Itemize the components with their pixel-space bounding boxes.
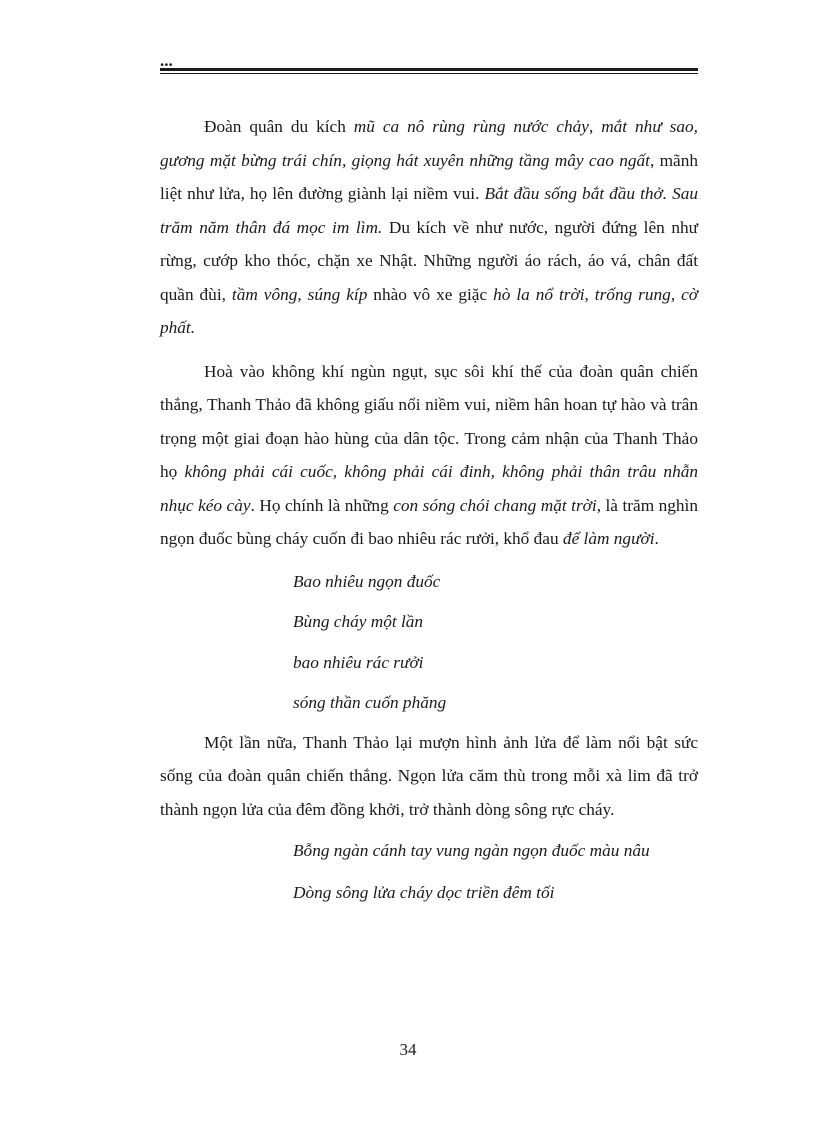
text-run: , là trăm nghìn ngọn đuốc bùng cháy cuốn đi bao nhiêu rác rưởi, khổ đau	[160, 495, 698, 548]
text-run: . Họ chính là những	[250, 495, 394, 515]
poem-stanza-1	[160, 562, 698, 724]
poem-line: Bỗng ngàn cánh tay vung ngàn ngọn đuốc màu nâu	[293, 841, 650, 860]
italic-quote: không phải cái cuốc, không phải cái đinh, không phải thân trâu nhẫn nhục kéo cày	[160, 462, 698, 515]
paragraph-1	[160, 110, 698, 345]
text-run: Hoà vào không khí ngùn ngụt, sục sôi khí thế của đoàn quân chiến thắng, Thanh Thảo đã không giấu nổi niềm vui, niềm hân hoan tự hào và trân trọng một giai đoạn hào hùng của dân tộc. Trong cảm nhận của Thanh Thảo họ	[160, 361, 698, 481]
text-run: Du kích về như nước, người đứng lên như rừng, cướp kho thóc, chặn xe Nhật. Những người áo rách, áo vá, chân đất quần đùi,	[160, 217, 698, 304]
italic-quote: mũ ca nô rùng rùng nước chảy	[353, 117, 589, 136]
poem-line: Bùng cháy một lần	[293, 612, 424, 631]
poem-line: bao nhiêu rác rưởi	[293, 652, 424, 672]
poem-line: sóng thần cuốn phăng	[293, 693, 447, 712]
poem-stanza-2	[160, 830, 698, 914]
text-run: ,	[588, 117, 602, 136]
header-mark: ...	[160, 51, 173, 70]
text-run: Một lần nữa, Thanh Thảo lại mượn hình ảnh lửa để làm nổi bật sức sống của đoàn quân chiến thắng. Ngọn lửa căm thù trong mỗi xà lim đã trở thành ngọn lửa của đêm đồng khởi, trở thành dòng sông rực cháy.	[160, 732, 698, 819]
italic-quote: để làm người	[562, 529, 655, 548]
poem-line: Bao nhiêu ngọn đuốc	[293, 571, 441, 591]
text-run: .	[654, 529, 659, 548]
header-rule	[160, 68, 698, 74]
page-number: 34	[399, 1040, 417, 1059]
paragraph-3	[160, 726, 698, 827]
poem-line: Dòng sông lửa cháy dọc triền đêm tối	[293, 883, 555, 902]
italic-quote: con sóng chói chang mặt trời	[393, 495, 597, 515]
italic-quote: mắt như sao, gương mặt bừng trái chín, giọng hát xuyên những tầng mây cao ngất	[160, 117, 698, 170]
paragraph-2	[160, 355, 698, 556]
page-body	[160, 110, 698, 914]
italic-quote: hò la nổ trời, trống rung, cờ phất.	[160, 284, 698, 337]
text-run: nhào vô xe giặc	[367, 284, 494, 304]
italic-quote: Bắt đầu sống bắt đầu thở. Sau trăm năm thân đá mọc im lìm.	[160, 184, 699, 237]
text-run: , mãnh liệt như lửa, họ lên đường giành lại niềm vui.	[160, 150, 698, 203]
italic-quote: tầm vông, súng kíp	[231, 284, 368, 304]
text-run: Đoàn quân du kích	[204, 117, 354, 136]
